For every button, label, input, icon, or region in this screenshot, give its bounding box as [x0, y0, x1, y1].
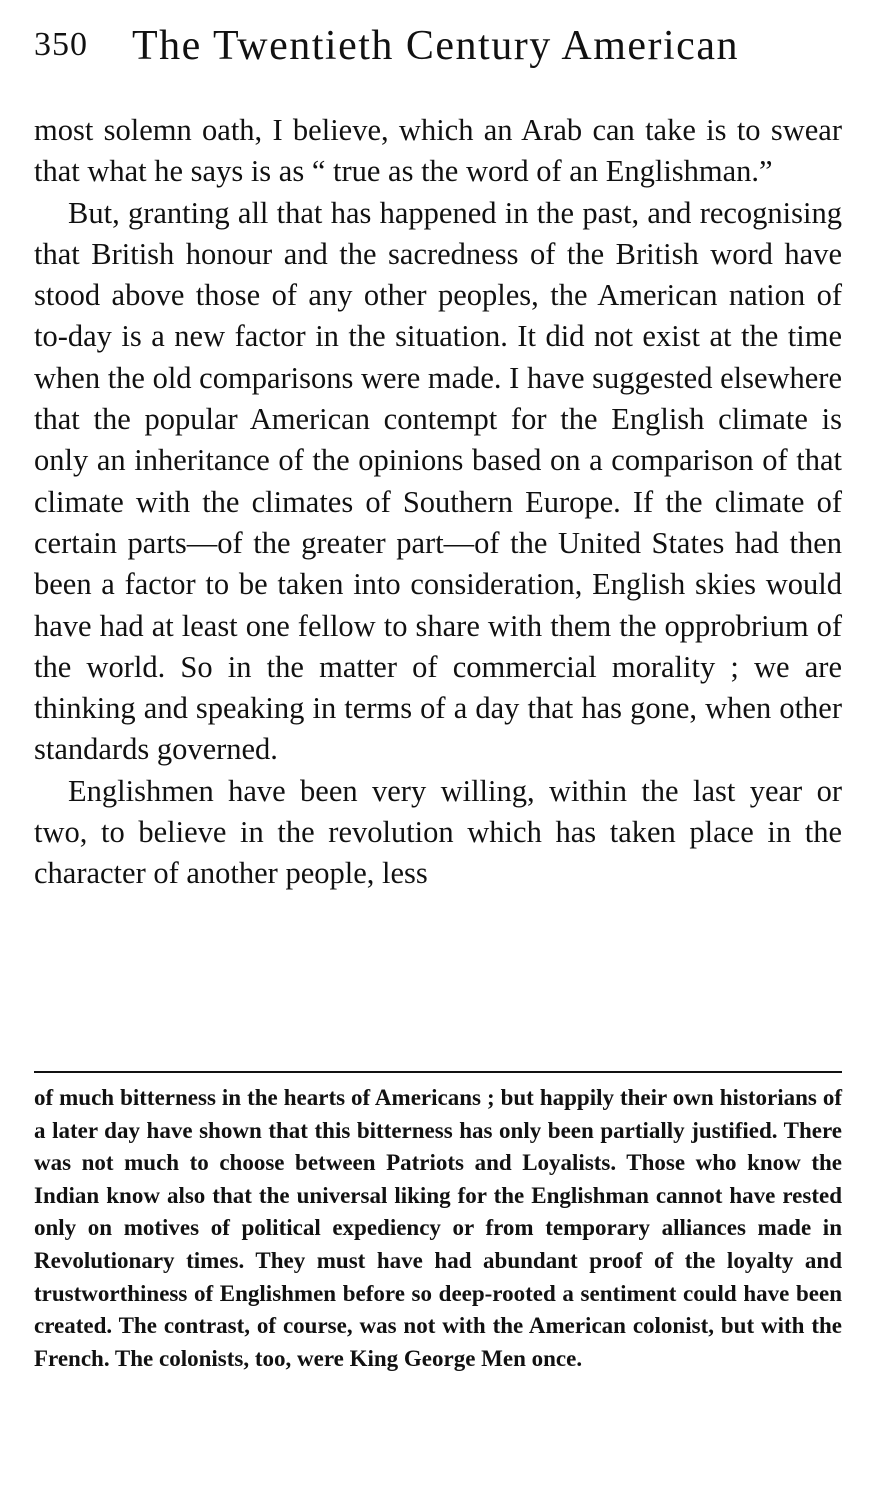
- paragraph: But, granting all that has happened in the past, and recognising that British honour and the sacredness of the British word have stood above those of any other peoples, the American nation of to-day is a new factor in the situation. It did not exist at the time when the old comparisons were made. I have suggested elsewhere that the popular American contempt for the English climate is only an inheritance of the opinions based on a comparison of that climate with the climates of Southern Europe. If the climate of certain parts—of the greater part—of the United States had then been a factor to be taken into consideration, English skies would have had at least one fellow to share with them the opprobrium of the world. So in the matter of commercial morality ; we are thinking and speaking in terms of a day that has gone, when other standards governed.: [34, 195, 842, 767]
- running-title: The Twentieth Century American: [132, 23, 739, 69]
- footnote: of much bitterness in the hearts of Americans ; but happily their own historians of a later day have shown that this bitterness has only been partially justified. There was not much to choose between Patriots and Loyalists. Those who know the Indian know also that the universal liking for the Englishman cannot have rested only on motives of political expediency or from temporary alliances made in Revolutionary times. They must have had abundant proof of the loyalty and trustworthiness of Englishmen before so deep-rooted a sentiment could have been created. The contrast, of course, was not with the American colonist, but with the French. The colonists, too, were King George Men once.: [34, 1085, 842, 1371]
- main-text: [34, 110, 842, 895]
- page-number: 350: [34, 26, 88, 63]
- page-header: [34, 22, 842, 72]
- footnote-divider: [34, 1071, 842, 1073]
- paragraph-continuation: most solemn oath, I believe, which an Arab can take is to swear that what he says is as “ true as the word of an Englishman.”: [34, 113, 842, 189]
- paragraph: Englishmen have been very willing, within the last year or two, to believe in the revolution which has taken place in the character of another people, less: [34, 773, 842, 891]
